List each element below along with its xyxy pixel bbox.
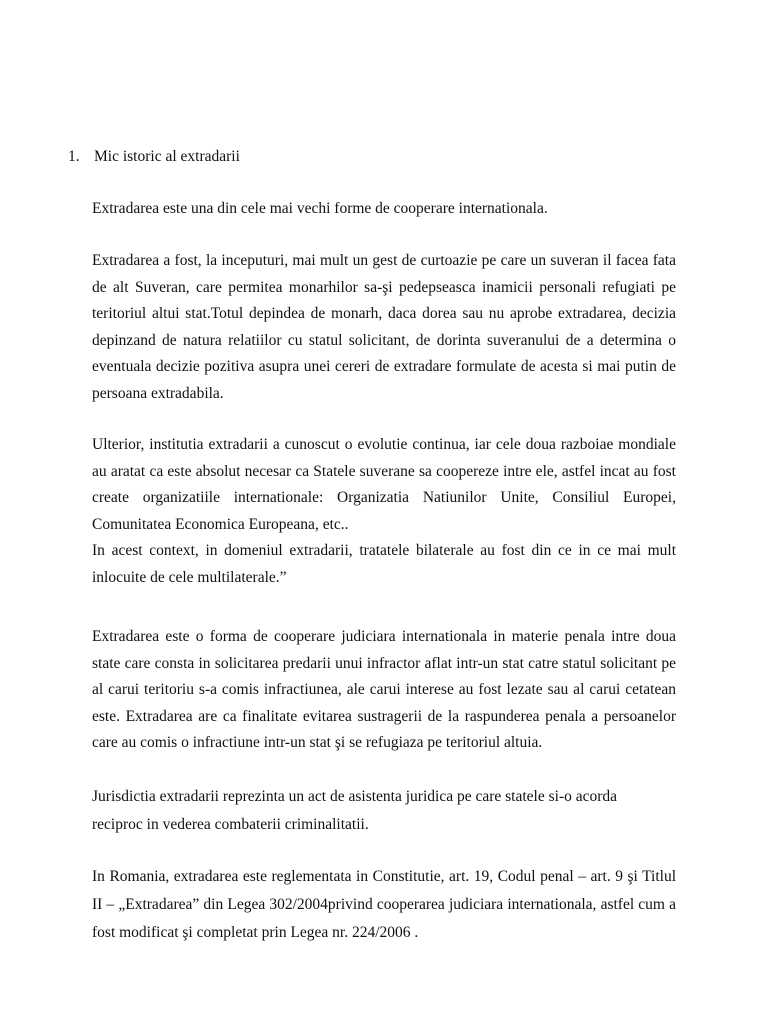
paragraph-line: reciproc in vederea combaterii criminalitatii. — [92, 816, 369, 833]
paragraph-line: Jurisdictia extradarii reprezinta un act de asistenta juridica pe care statele si-o acorda — [92, 788, 618, 805]
paragraph-evolution — [92, 432, 676, 591]
paragraph-line: de alt Suveran, care permitea monarhilor sa-şi pedepseasca inamicii personali refugiati pe — [92, 278, 676, 296]
intro-text: Extradarea este una din cele mai vechi forme de cooperare internationala. — [92, 200, 548, 217]
paragraph-line: au aratat ca este absolut necesar ca Statele suverane sa coopereze intre ele, astfel incat au fost — [92, 462, 676, 480]
paragraph-line: Comunitatea Economica Europeana, etc.. — [92, 515, 349, 533]
paragraph-line: Extradarea este o forma de cooperare judiciara internationala in materie penala intre doua — [92, 628, 676, 645]
heading-text: Mic istoric al extradarii — [94, 148, 240, 165]
section-heading — [68, 144, 240, 170]
intro-paragraph — [92, 196, 676, 223]
paragraph-line: In Romania, extradarea este reglementata in Constitutie, art. 19, Codul penal – art. 9 şi Titlul — [92, 868, 676, 885]
paragraph-line: al carui teritoriu s-a comis infractiunea, ale carui interese au fost lezate sau al carui cetatean — [92, 681, 676, 698]
paragraph-line: create organizatiile internationale: Organizatia Natiunilor Unite, Consiliul Europei, — [92, 489, 676, 506]
paragraph-line: teritoriul altui stat.Totul depindea de monarh, daca dorea sau nu aprobe extradarea, decizia — [92, 305, 676, 322]
paragraph-romania — [92, 863, 676, 947]
paragraph-line: II – „Extradarea” din Legea 302/2004privind cooperarea judiciara internationala, astfel cum a — [92, 896, 676, 913]
paragraph-line: care au comis o infractiune intr-un stat şi se refugiaza pe teritoriul altuia. — [92, 734, 543, 751]
paragraph-line: depinzand de natura relatiilor cu statul solicitant, de dorinta suveranului de a determina o — [92, 331, 676, 349]
heading-number: 1. — [68, 148, 80, 165]
paragraph-line: fost modificat şi completat prin Legea nr. 224/2006 . — [92, 924, 419, 941]
paragraph-jurisdiction — [92, 783, 676, 839]
paragraph-line: inlocuite de cele multilaterale.” — [92, 568, 287, 586]
paragraph-line: eventuala decizie pozitiva asupra unei cereri de extradare formulate de acesta si mai putin de — [92, 358, 676, 375]
paragraph-line: persoana extradabila. — [92, 384, 224, 402]
paragraph-definition — [92, 624, 676, 757]
paragraph-line: Extradarea a fost, la inceputuri, mai mult un gest de curtoazie pe care un suveran il facea fata — [92, 252, 676, 269]
paragraph-line: este. Extradarea are ca finalitate evitarea sustragerii de la raspunderea penala a persoanelor — [92, 707, 676, 725]
paragraph-line: In acest context, in domeniul extradarii, tratatele bilaterale au fost din ce in ce mai mult — [92, 542, 676, 559]
paragraph-line: state care consta in solicitarea predarii unui infractor aflat intr-un stat catre statul solicitant pe — [92, 654, 676, 672]
paragraph-line: Ulterior, institutia extradarii a cunoscut o evolutie continua, iar cele doua razboiae mondiale — [92, 436, 676, 453]
paragraph-monarchs — [92, 248, 676, 407]
